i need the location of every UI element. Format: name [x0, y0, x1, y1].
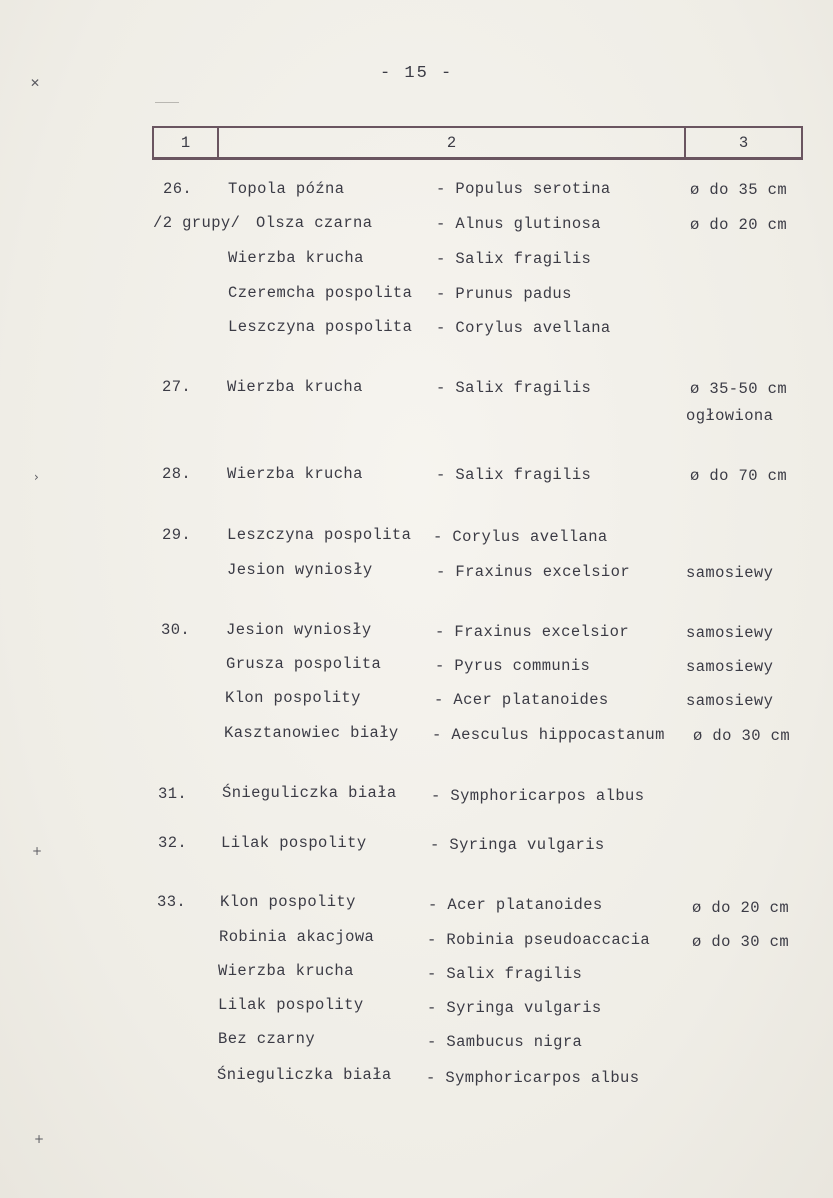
latin-name: - Fraxinus excelsior [435, 623, 630, 641]
latin-name: - Corylus avellana [436, 319, 611, 337]
group-note: /2 grupy/ [153, 214, 241, 232]
remark: ø do 30 cm [693, 727, 791, 745]
remark: samosiewy [686, 624, 774, 642]
latin-name: - Corylus avellana [433, 528, 608, 546]
margin-mark: › [34, 470, 39, 484]
row-number: 30. [161, 621, 191, 639]
remark: ø do 20 cm [692, 899, 790, 917]
remark: ø do 70 cm [690, 467, 788, 485]
polish-name: Klon pospolity [220, 893, 356, 911]
latin-name: - Syringa vulgaris [427, 999, 602, 1017]
latin-name: - Salix fragilis [436, 250, 592, 268]
polish-name: Wierzba krucha [228, 249, 364, 267]
remark-second-line: ogłowiona [686, 407, 774, 425]
polish-name: Jesion wyniosły [227, 561, 373, 579]
latin-name: - Acer platanoides [428, 896, 603, 914]
remark: ø do 20 cm [690, 216, 788, 234]
polish-name: Lilak pospolity [221, 834, 367, 852]
polish-name: Kasztanowiec biały [224, 724, 399, 742]
polish-name: Wierzba krucha [227, 378, 363, 396]
latin-name: - Symphoricarpos albus [431, 787, 645, 805]
polish-name: Wierzba krucha [218, 962, 354, 980]
polish-name: Czeremcha pospolita [228, 284, 413, 302]
row-number: 27. [162, 378, 192, 396]
remark: ø do 35 cm [690, 181, 788, 199]
polish-name: Grusza pospolita [226, 655, 382, 673]
column-header-3: 3 [738, 133, 749, 152]
polish-name: Robinia akacjowa [219, 928, 375, 946]
polish-name: Śnieguliczka biała [222, 784, 397, 802]
latin-name: - Alnus glutinosa [436, 215, 601, 233]
polish-name: Jesion wyniosły [226, 621, 372, 639]
row-number: 31. [158, 785, 188, 803]
polish-name: Leszczyna pospolita [227, 526, 412, 544]
row-number: 33. [157, 893, 187, 911]
margin-mark: ✕ [30, 76, 41, 90]
remark: samosiewy [686, 692, 774, 710]
margin-mark: + [32, 844, 43, 858]
latin-name: - Prunus padus [436, 285, 572, 303]
latin-name: - Populus serotina [436, 180, 611, 198]
row-number: 29. [162, 526, 192, 544]
latin-name: - Fraxinus excelsior [436, 563, 631, 581]
latin-name: - Salix fragilis [436, 466, 592, 484]
remark: samosiewy [686, 564, 774, 582]
column-header-table [152, 126, 803, 160]
remark: ø do 30 cm [692, 933, 790, 951]
polish-name: Bez czarny [218, 1030, 316, 1048]
latin-name: - Symphoricarpos albus [426, 1069, 640, 1087]
row-number: 26. [163, 180, 193, 198]
page-number: - 15 - [380, 64, 454, 83]
column-header-2: 2 [219, 128, 686, 157]
polish-name: Leszczyna pospolita [228, 318, 413, 336]
latin-name: - Salix fragilis [436, 379, 592, 397]
latin-name: - Sambucus nigra [427, 1033, 583, 1051]
polish-name: Topola późna [228, 180, 345, 198]
polish-name: Lilak pospolity [218, 996, 364, 1014]
latin-name: - Aesculus hippocastanum [432, 726, 665, 744]
polish-name: Klon pospolity [225, 689, 361, 707]
remark: samosiewy [686, 658, 774, 676]
latin-name: - Salix fragilis [427, 965, 583, 983]
margin-mark: + [34, 1132, 45, 1146]
polish-name: Wierzba krucha [227, 465, 363, 483]
row-number: 28. [162, 465, 192, 483]
polish-name: Śnieguliczka biała [217, 1066, 392, 1084]
remark: ø 35-50 cm [690, 380, 788, 398]
latin-name: - Pyrus communis [435, 657, 591, 675]
row-number: 32. [158, 834, 188, 852]
latin-name: - Syringa vulgaris [430, 836, 605, 854]
latin-name: - Robinia pseudoaccacia [427, 931, 651, 949]
polish-name: Olsza czarna [256, 214, 373, 232]
latin-name: - Acer platanoides [434, 691, 609, 709]
column-header-1: 1 [154, 128, 219, 157]
faint-rule [155, 102, 179, 103]
